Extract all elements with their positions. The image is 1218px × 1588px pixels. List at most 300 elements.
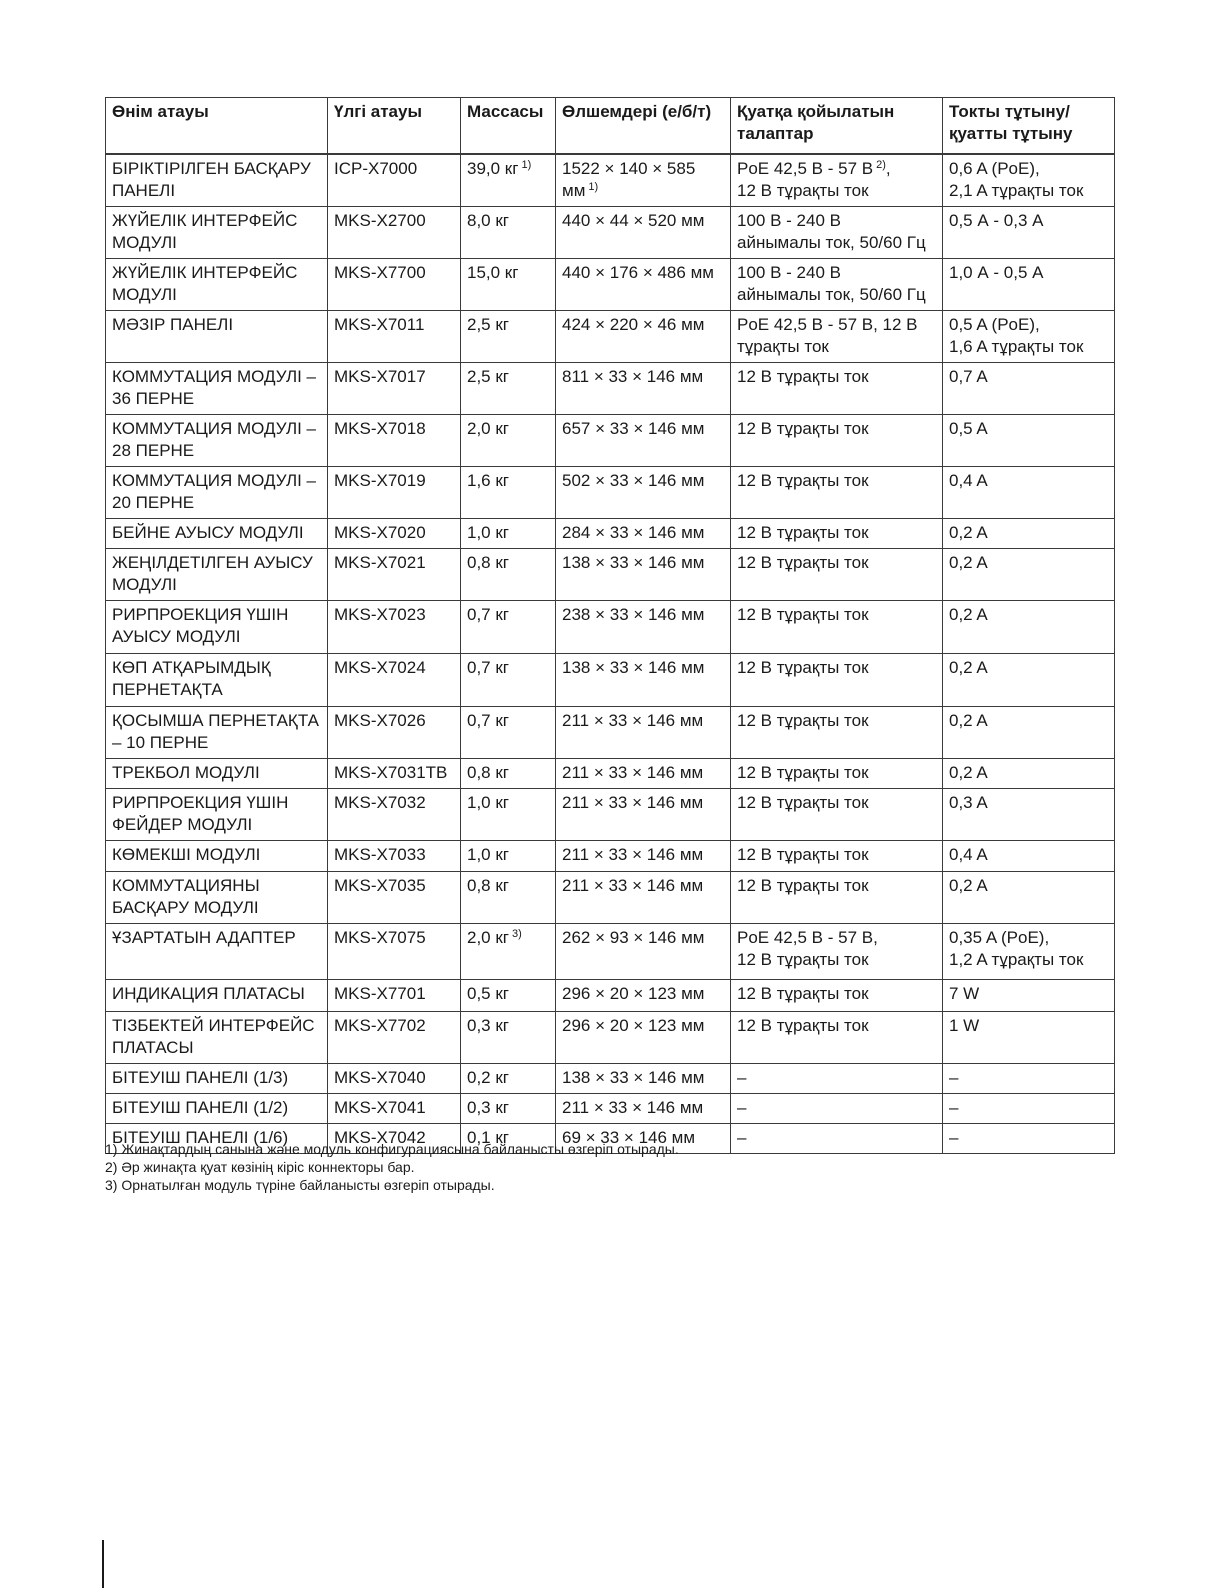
cell-dimensions [556, 1063, 731, 1093]
cell-product-name [106, 206, 328, 258]
model-name: MKS-X7032 [334, 792, 426, 812]
dimensions-value: 296 × 20 × 123 мм [562, 1015, 705, 1035]
current-line-2: 1,2 A тұрақты ток [949, 949, 1084, 969]
cell-current-consumption [943, 979, 1115, 1011]
cell-product-name [106, 548, 328, 600]
cell-current-consumption [943, 1011, 1115, 1063]
power-line-1: – [737, 1127, 747, 1147]
cell-dimensions [556, 466, 731, 518]
model-name: MKS-X7018 [334, 418, 426, 438]
dimensions-value: 1522 × 140 × 585 мм [562, 158, 696, 200]
spec-table [105, 97, 1115, 1154]
footnote-2: 2) Әр жинақта қуат көзінің кіріс коннекторы бар. [105, 1159, 415, 1175]
cell-dimensions [556, 871, 731, 923]
cell-mass [461, 923, 556, 979]
cell-power-requirements [731, 548, 943, 600]
power-line-1: PoE 42,5 В - 57 В, [737, 927, 878, 947]
model-name: MKS-X7700 [334, 262, 426, 282]
table-row [106, 154, 1115, 207]
cell-mass [461, 310, 556, 362]
power-line-1: – [737, 1097, 747, 1117]
cell-dimensions [556, 653, 731, 706]
cell-power-requirements [731, 788, 943, 840]
current-line-1: 0,3 A [949, 792, 988, 812]
mass-value: 1,0 кг [467, 522, 509, 542]
power-line-1: 12 В тұрақты ток [737, 552, 869, 572]
cell-mass [461, 600, 556, 653]
cell-model-name [328, 548, 461, 600]
header-dimensions: Өлшемдері (е/б/т) [556, 98, 731, 154]
current-line-1: 0,5 A (PoE), [949, 314, 1040, 334]
product-name: КОММУТАЦИЯ МОДУЛІ – 20 ПЕРНЕ [112, 470, 317, 512]
dimensions-value: 138 × 33 × 146 мм [562, 1067, 705, 1087]
current-line-1: 0,2 A [949, 710, 988, 730]
power-line-1: 12 В тұрақты ток [737, 470, 869, 490]
current-line-1: 0,2 A [949, 762, 988, 782]
cell-model-name [328, 871, 461, 923]
cell-model-name [328, 1093, 461, 1123]
product-name: ИНДИКАЦИЯ ПЛАТАСЫ [112, 983, 305, 1003]
cell-mass [461, 518, 556, 548]
current-line-1: – [949, 1097, 959, 1117]
cell-product-name [106, 310, 328, 362]
dimensions-value: 238 × 33 × 146 мм [562, 604, 705, 624]
current-line-1: 1,0 А - 0,5 А [949, 262, 1044, 282]
cell-power-requirements [731, 362, 943, 414]
cell-power-requirements [731, 466, 943, 518]
footnote-1: 1) Жинақтардың санына және модуль конфигурациясына байланысты өзгеріп отырады. [105, 1141, 679, 1157]
product-name: ҰЗАРТАТЫН АДАПТЕР [112, 927, 296, 947]
cell-dimensions [556, 600, 731, 653]
cell-current-consumption [943, 518, 1115, 548]
power-line-2: айнымалы ток, 50/60 Гц [737, 232, 926, 252]
power-line-2: 12 В тұрақты ток [737, 949, 869, 969]
mass-value: 1,0 кг [467, 844, 509, 864]
cell-power-requirements [731, 706, 943, 758]
table-row [106, 840, 1115, 871]
cell-mass [461, 1093, 556, 1123]
power-line-1: PoE 42,5 В - 57 В, 12 В [737, 314, 918, 334]
dimensions-value: 424 × 220 × 46 мм [562, 314, 705, 334]
mass-footnote-ref: 3) [512, 927, 522, 940]
cell-dimensions [556, 979, 731, 1011]
current-line-1: 0,5 А - 0,3 А [949, 210, 1044, 230]
header-mass: Массасы [461, 98, 556, 154]
cell-current-consumption [943, 310, 1115, 362]
product-name: ТРЕКБОЛ МОДУЛІ [112, 762, 260, 782]
cell-product-name [106, 788, 328, 840]
current-line-1: 0,2 A [949, 522, 988, 542]
table-row [106, 518, 1115, 548]
current-line-1: – [949, 1067, 959, 1087]
power-line-1: 12 В тұрақты ток [737, 710, 869, 730]
cell-mass [461, 414, 556, 466]
table-row [106, 206, 1115, 258]
cell-model-name [328, 258, 461, 310]
cell-power-requirements [731, 1093, 943, 1123]
product-name: КОММУТАЦИЯ МОДУЛІ – 28 ПЕРНЕ [112, 418, 317, 460]
cell-mass [461, 548, 556, 600]
current-line-2: 2,1 A тұрақты ток [949, 180, 1084, 200]
mass-value: 39,0 кг [467, 158, 519, 178]
table-row [106, 362, 1115, 414]
current-line-1: 7 W [949, 983, 980, 1003]
cell-power-requirements [731, 154, 943, 207]
cell-product-name [106, 653, 328, 706]
cell-model-name [328, 758, 461, 788]
dimensions-value: 262 × 93 × 146 мм [562, 927, 705, 947]
cell-dimensions [556, 788, 731, 840]
cell-product-name [106, 1063, 328, 1093]
cell-power-requirements [731, 1063, 943, 1093]
current-line-1: – [949, 1127, 959, 1147]
cell-model-name [328, 923, 461, 979]
dimensions-value: 296 × 20 × 123 мм [562, 983, 705, 1003]
cell-mass [461, 206, 556, 258]
cell-product-name [106, 414, 328, 466]
cell-product-name [106, 258, 328, 310]
cell-current-consumption [943, 548, 1115, 600]
cell-model-name [328, 653, 461, 706]
model-name: ICP-X7000 [334, 158, 418, 178]
table-row [106, 466, 1115, 518]
product-name: БІТЕУІШ ПАНЕЛІ (1/6) [112, 1127, 289, 1147]
table-row [106, 414, 1115, 466]
cell-product-name [106, 1011, 328, 1063]
cell-dimensions [556, 706, 731, 758]
header-current-consumption: Токты тұтыну/ қуатты тұтыну [943, 98, 1115, 154]
current-line-1: 0,2 A [949, 604, 988, 624]
header-power-requirements: Қуатқа қойылатын талаптар [731, 98, 943, 154]
model-name: MKS-X7017 [334, 366, 426, 386]
power-line-1: PoE 42,5 В - 57 В [737, 158, 874, 178]
model-name: MKS-X7011 [334, 314, 425, 334]
cell-model-name [328, 840, 461, 871]
mass-value: 0,3 кг [467, 1097, 509, 1117]
cell-current-consumption [943, 923, 1115, 979]
mass-value: 2,0 кг [467, 418, 509, 438]
mass-value: 0,7 кг [467, 604, 509, 624]
cell-dimensions [556, 310, 731, 362]
product-name: ЖЕҢІЛДЕТІЛГЕН АУЫСУ МОДУЛІ [112, 552, 313, 594]
mass-value: 0,8 кг [467, 875, 509, 895]
dimensions-value: 211 × 33 × 146 мм [562, 710, 704, 730]
cell-dimensions [556, 758, 731, 788]
current-line-1: 0,35 A (PoE), [949, 927, 1050, 947]
cell-product-name [106, 923, 328, 979]
cell-dimensions [556, 548, 731, 600]
dimensions-value: 284 × 33 × 146 мм [562, 522, 705, 542]
cell-dimensions [556, 206, 731, 258]
product-name: БІТЕУІШ ПАНЕЛІ (1/3) [112, 1067, 289, 1087]
current-line-1: 0,6 A (PoE), [949, 158, 1040, 178]
power-line-2: айнымалы ток, 50/60 Гц [737, 284, 926, 304]
model-name: MKS-X7033 [334, 844, 426, 864]
power-line-1: 100 В - 240 В [737, 262, 841, 282]
cell-current-consumption [943, 758, 1115, 788]
model-name: MKS-X7075 [334, 927, 426, 947]
cell-product-name [106, 1093, 328, 1123]
cell-dimensions [556, 154, 731, 207]
cell-current-consumption [943, 466, 1115, 518]
cell-product-name [106, 871, 328, 923]
power-line-1: 12 В тұрақты ток [737, 418, 869, 438]
cell-current-consumption [943, 653, 1115, 706]
cell-model-name [328, 362, 461, 414]
dimensions-value: 211 × 33 × 146 мм [562, 875, 704, 895]
mass-value: 0,8 кг [467, 762, 509, 782]
dimensions-value: 440 × 44 × 520 мм [562, 210, 705, 230]
power-line-1: 12 В тұрақты ток [737, 762, 869, 782]
current-line-2: 1,6 A тұрақты ток [949, 336, 1084, 356]
cell-power-requirements [731, 206, 943, 258]
table-row [106, 653, 1115, 706]
model-name: MKS-X7031TB [334, 762, 448, 782]
table-row [106, 258, 1115, 310]
current-line-1: 0,2 A [949, 552, 988, 572]
mass-value: 0,7 кг [467, 657, 509, 677]
table-row [106, 600, 1115, 653]
cell-current-consumption [943, 154, 1115, 207]
model-name: MKS-X2700 [334, 210, 426, 230]
power-line-1: 12 В тұрақты ток [737, 522, 869, 542]
cell-power-requirements [731, 310, 943, 362]
dimensions-footnote-ref: 1) [588, 180, 599, 193]
dimensions-value: 211 × 33 × 146 мм [562, 1097, 704, 1117]
cell-model-name [328, 414, 461, 466]
cell-mass [461, 706, 556, 758]
product-name: КӨП АТҚАРЫМДЫҚ ПЕРНЕТАҚТА [112, 657, 271, 699]
power-line-2: 12 В тұрақты ток [737, 180, 869, 200]
cell-dimensions [556, 414, 731, 466]
cell-dimensions [556, 258, 731, 310]
cell-dimensions [556, 923, 731, 979]
cell-current-consumption [943, 414, 1115, 466]
cell-mass [461, 154, 556, 207]
mass-value: 2,5 кг [467, 314, 509, 334]
cell-current-consumption [943, 362, 1115, 414]
dimensions-value: 211 × 33 × 146 мм [562, 844, 704, 864]
power-line-1: 12 В тұрақты ток [737, 1015, 869, 1035]
cell-power-requirements [731, 653, 943, 706]
cell-model-name [328, 1011, 461, 1063]
current-line-1: 0,4 A [949, 844, 988, 864]
cell-model-name [328, 706, 461, 758]
current-line-1: 0,2 A [949, 875, 988, 895]
model-name: MKS-X7041 [334, 1097, 426, 1117]
power-footnote-ref: 2) [876, 158, 886, 171]
cell-model-name [328, 1063, 461, 1093]
dimensions-value: 657 × 33 × 146 мм [562, 418, 705, 438]
product-name: БІТЕУІШ ПАНЕЛІ (1/2) [112, 1097, 289, 1117]
mass-value: 0,5 кг [467, 983, 509, 1003]
cell-mass [461, 871, 556, 923]
cell-power-requirements [731, 979, 943, 1011]
dimensions-value: 138 × 33 × 146 мм [562, 657, 705, 677]
cell-current-consumption [943, 706, 1115, 758]
table-row [106, 979, 1115, 1011]
table-row [106, 871, 1115, 923]
power-line-1: – [737, 1067, 747, 1087]
cell-model-name [328, 466, 461, 518]
cell-current-consumption [943, 258, 1115, 310]
cell-product-name [106, 362, 328, 414]
table-row [106, 1063, 1115, 1093]
cell-power-requirements [731, 923, 943, 979]
cell-product-name [106, 518, 328, 548]
cell-model-name [328, 788, 461, 840]
cell-product-name [106, 466, 328, 518]
dimensions-value: 811 × 33 × 146 мм [562, 366, 704, 386]
power-line-1: 100 В - 240 В [737, 210, 841, 230]
cell-current-consumption [943, 788, 1115, 840]
power-line-2: тұрақты ток [737, 336, 829, 356]
cell-model-name [328, 310, 461, 362]
mass-value: 0,7 кг [467, 710, 509, 730]
cell-dimensions [556, 518, 731, 548]
product-name: ЖҮЙЕЛІК ИНТЕРФЕЙС МОДУЛІ [112, 210, 298, 252]
cell-mass [461, 1011, 556, 1063]
table-row [106, 548, 1115, 600]
model-name: MKS-X7019 [334, 470, 426, 490]
cell-mass [461, 840, 556, 871]
mass-value: 2,0 кг [467, 927, 509, 947]
mass-value: 8,0 кг [467, 210, 509, 230]
dimensions-value: 138 × 33 × 146 мм [562, 552, 705, 572]
product-name: БІРІКТІРІЛГЕН БАСҚАРУ ПАНЕЛІ [112, 158, 311, 200]
cell-product-name [106, 840, 328, 871]
table-row [106, 788, 1115, 840]
current-line-1: 0,7 A [949, 366, 988, 386]
cell-mass [461, 979, 556, 1011]
current-line-1: 0,4 A [949, 470, 988, 490]
power-line-1: 12 В тұрақты ток [737, 604, 869, 624]
cell-power-requirements [731, 258, 943, 310]
mass-value: 0,1 кг [467, 1127, 509, 1147]
model-name: MKS-X7035 [334, 875, 426, 895]
cell-mass [461, 466, 556, 518]
cell-product-name [106, 600, 328, 653]
product-name: БЕЙНЕ АУЫСУ МОДУЛІ [112, 522, 304, 542]
cell-current-consumption [943, 871, 1115, 923]
power-line-1: 12 В тұрақты ток [737, 792, 869, 812]
dimensions-value: 211 × 33 × 146 мм [562, 762, 704, 782]
cell-power-requirements [731, 840, 943, 871]
model-name: MKS-X7701 [334, 983, 426, 1003]
cell-power-requirements [731, 518, 943, 548]
cell-mass [461, 258, 556, 310]
mass-value: 0,2 кг [467, 1067, 509, 1087]
current-line-1: 0,2 A [949, 657, 988, 677]
cell-power-requirements [731, 871, 943, 923]
cell-mass [461, 758, 556, 788]
cell-power-requirements [731, 414, 943, 466]
cell-model-name [328, 206, 461, 258]
cell-model-name [328, 154, 461, 207]
model-name: MKS-X7020 [334, 522, 426, 542]
cell-power-requirements [731, 1011, 943, 1063]
cell-power-requirements [731, 600, 943, 653]
current-line-1: 0,5 A [949, 418, 988, 438]
dimensions-value: 211 × 33 × 146 мм [562, 792, 704, 812]
cell-dimensions [556, 1093, 731, 1123]
cell-product-name [106, 154, 328, 207]
model-name: MKS-X7702 [334, 1015, 426, 1035]
product-name: ҚОСЫМША ПЕРНЕТАҚТА – 10 ПЕРНЕ [112, 710, 319, 752]
margin-rule [102, 1540, 104, 1588]
table-body [106, 154, 1115, 1154]
mass-footnote-ref: 1) [521, 158, 532, 171]
header-product-name: Өнім атауы [106, 98, 328, 154]
cell-model-name [328, 979, 461, 1011]
power-line-1: 12 В тұрақты ток [737, 366, 869, 386]
cell-current-consumption [943, 1063, 1115, 1093]
footnote-3: 3) Орнатылған модуль түріне байланысты өзгеріп отырады. [105, 1177, 495, 1193]
product-name: ЖҮЙЕЛІК ИНТЕРФЕЙС МОДУЛІ [112, 262, 298, 304]
footnotes [105, 1140, 1105, 1194]
mass-value: 15,0 кг [467, 262, 519, 282]
cell-product-name [106, 706, 328, 758]
product-name: КОММУТАЦИЯНЫ БАСҚАРУ МОДУЛІ [112, 875, 260, 917]
header-model-name: Үлгі атауы [328, 98, 461, 154]
power-line-1: 12 В тұрақты ток [737, 657, 869, 677]
cell-model-name [328, 600, 461, 653]
cell-product-name [106, 758, 328, 788]
cell-dimensions [556, 1011, 731, 1063]
table-row [106, 310, 1115, 362]
table-row [106, 923, 1115, 979]
mass-value: 2,5 кг [467, 366, 509, 386]
table-row [106, 758, 1115, 788]
power-line-1: 12 В тұрақты ток [737, 983, 869, 1003]
product-name: РИРПРОЕКЦИЯ ҮШІН АУЫСУ МОДУЛІ [112, 604, 289, 646]
table-row [106, 1011, 1115, 1063]
cell-power-requirements [731, 758, 943, 788]
model-name: MKS-X7024 [334, 657, 426, 677]
power-line-1: 12 В тұрақты ток [737, 844, 869, 864]
product-name: КӨМЕКШІ МОДУЛІ [112, 844, 261, 864]
mass-value: 0,3 кг [467, 1015, 509, 1035]
mass-value: 1,6 кг [467, 470, 509, 490]
model-name: MKS-X7026 [334, 710, 426, 730]
table-row [106, 1093, 1115, 1123]
cell-mass [461, 653, 556, 706]
mass-value: 1,0 кг [467, 792, 509, 812]
product-name: РИРПРОЕКЦИЯ ҮШІН ФЕЙДЕР МОДУЛІ [112, 792, 289, 834]
power-suffix: , [885, 158, 891, 178]
table-row [106, 706, 1115, 758]
model-name: MKS-X7021 [334, 552, 426, 572]
cell-model-name [328, 518, 461, 548]
cell-mass [461, 788, 556, 840]
cell-dimensions [556, 362, 731, 414]
cell-current-consumption [943, 600, 1115, 653]
cell-product-name [106, 979, 328, 1011]
mass-value: 0,8 кг [467, 552, 509, 572]
cell-mass [461, 1063, 556, 1093]
product-name: МӘЗІР ПАНЕЛІ [112, 314, 234, 334]
current-line-1: 1 W [949, 1015, 980, 1035]
cell-current-consumption [943, 1093, 1115, 1123]
power-line-1: 12 В тұрақты ток [737, 875, 869, 895]
cell-mass [461, 362, 556, 414]
product-name: ТІЗБЕКТЕЙ ИНТЕРФЕЙС ПЛАТАСЫ [112, 1015, 315, 1057]
dimensions-value: 440 × 176 × 486 мм [562, 262, 714, 282]
model-name: MKS-X7042 [334, 1127, 426, 1147]
table-header-row [106, 98, 1115, 154]
cell-current-consumption [943, 206, 1115, 258]
product-name: КОММУТАЦИЯ МОДУЛІ – 36 ПЕРНЕ [112, 366, 317, 408]
